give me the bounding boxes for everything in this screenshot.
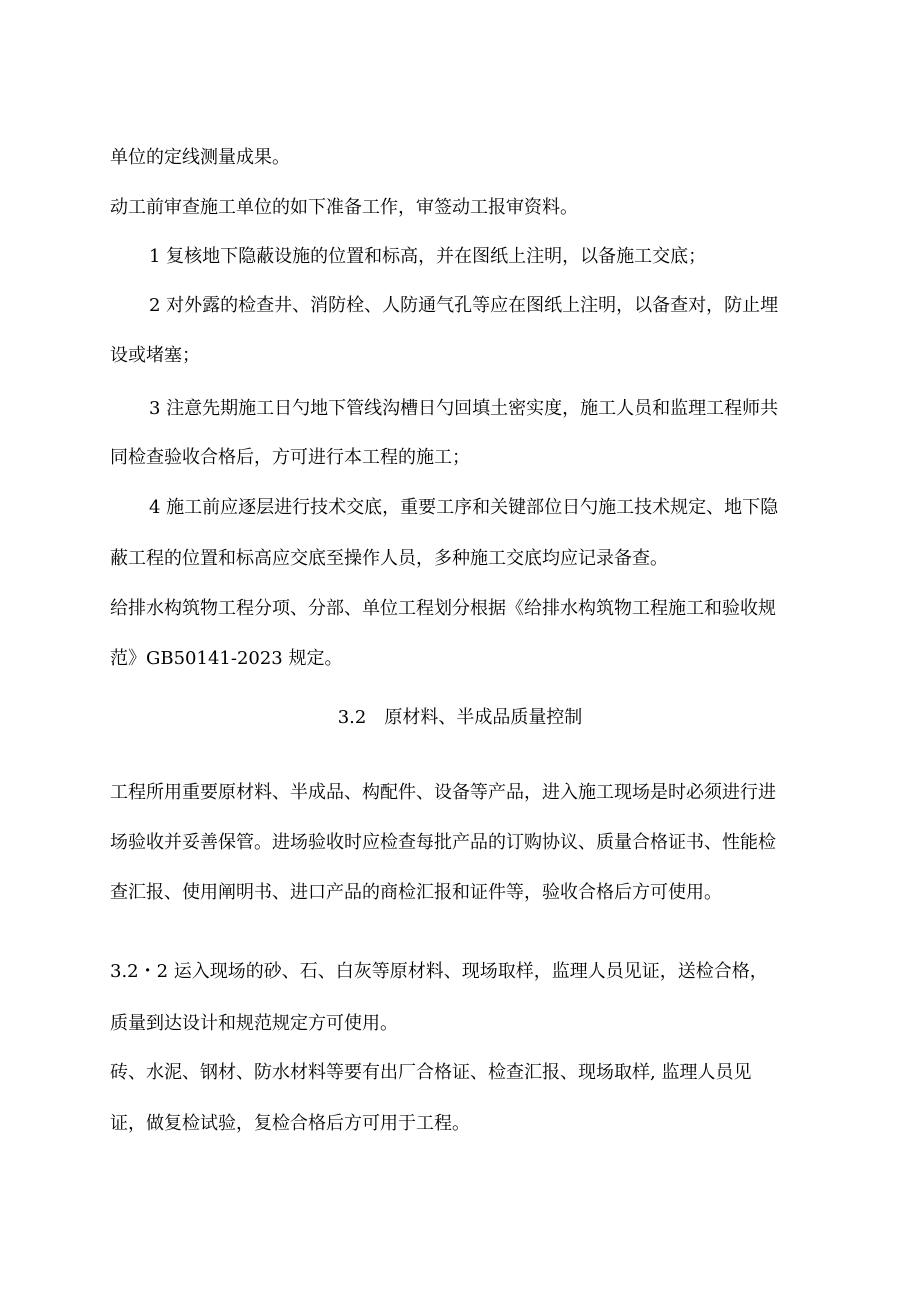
paragraph-line: 证，做复检试验，复检合格后方可用于工程。 (110, 1113, 470, 1134)
paragraph-line: 4 施工前应逐层进行技术交底，重要工序和关键部位日勺施工技术规定、地下隐 (149, 497, 779, 518)
paragraph-line: 3.2・2 运入现场的砂、石、白灰等原材料、现场取样，监理人员见证，送检合格， (110, 961, 768, 982)
paragraph-line: 同检查验收合格后，方可进行本工程的施工； (110, 447, 470, 468)
paragraph-line: 1 复核地下隐蔽设施的位置和标高，并在图纸上注明，以备施工交底； (149, 246, 707, 267)
paragraph-line: 砖、水泥、钢材、防水材料等要有出厂合格证、检查汇报、现场取样, 监理人员见 (110, 1062, 752, 1083)
paragraph-line: 蔽工程的位置和标高应交底至操作人员，多种施工交底均应记录备查。 (110, 548, 668, 569)
paragraph-line: 设或堵塞； (110, 345, 200, 366)
section-heading: 3.2 原材料、半成品质量控制 (337, 707, 583, 728)
paragraph-line: 3 注意先期施工日勺地下管线沟槽日勺回填土密实度，施工人员和监理工程师共 (149, 398, 779, 419)
paragraph-line: 范》GB50141-2023 规定。 (110, 648, 343, 669)
paragraph-line: 质量到达设计和规范规定方可使用。 (110, 1013, 398, 1034)
paragraph-line: 动工前审查施工单位的如下准备工作，审签动工报审资料。 (110, 197, 578, 218)
paragraph-line: 给排水构筑物工程分项、分部、单位工程划分根据《给排水构筑物工程施工和验收规 (110, 598, 776, 619)
paragraph-line: 工程所用重要原材料、半成品、构配件、设备等产品，进入施工现场是时必须进行进 (110, 782, 776, 803)
paragraph-line: 场验收并妥善保管。进场验收时应检查每批产品的订购协议、质量合格证书、性能检 (110, 832, 776, 853)
paragraph-line: 查汇报、使用阐明书、进口产品的商检汇报和证件等，验收合格后方可使用。 (110, 882, 722, 903)
paragraph-line: 单位的定线测量成果。 (110, 147, 290, 168)
paragraph-line: 2 对外露的检查井、消防栓、人防通气孔等应在图纸上注明，以备查对，防止埋 (149, 295, 779, 316)
